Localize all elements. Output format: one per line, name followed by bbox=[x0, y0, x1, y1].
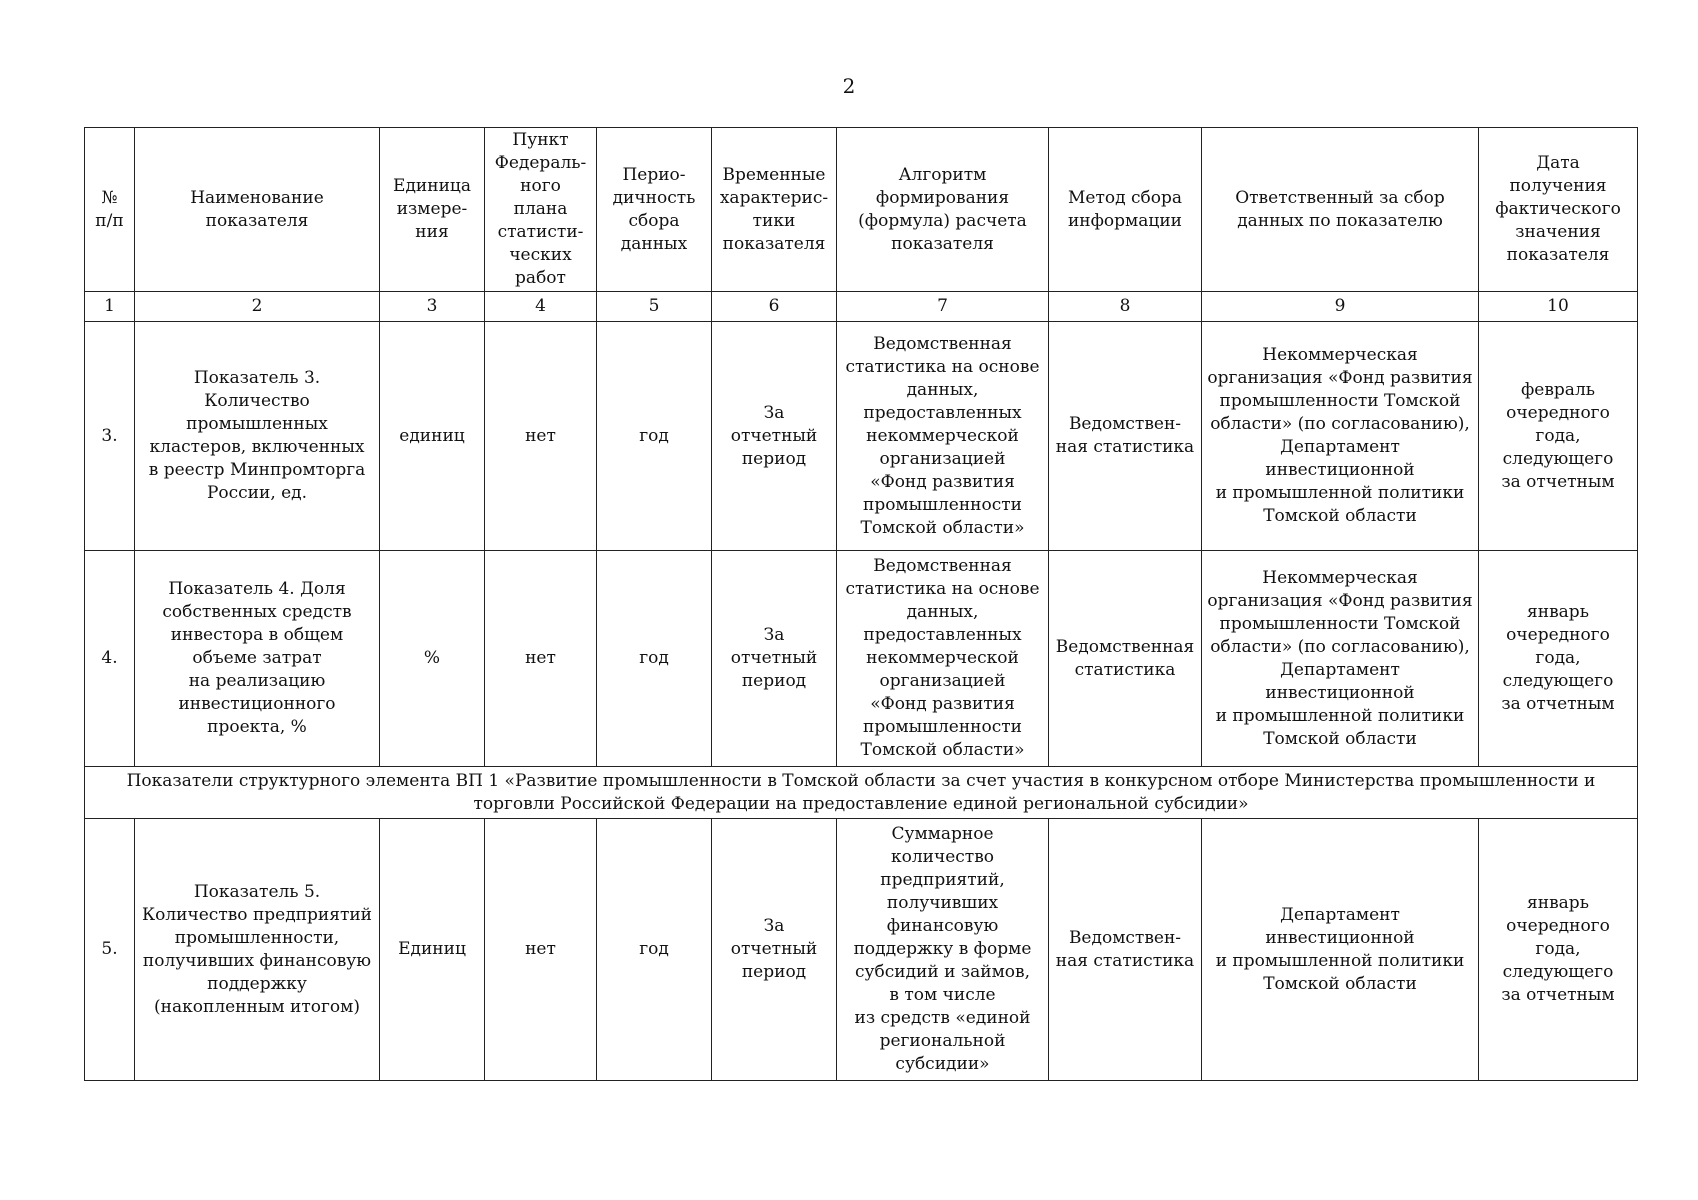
header-row bbox=[85, 128, 1638, 292]
indicator-algorithm: Ведомственная статистика на основе данных, предоставленных некоммерческой организацией «Фонд развития промышленности Томской области» bbox=[837, 322, 1049, 551]
header-responsible: Ответственный за сбор данных по показателю bbox=[1202, 128, 1479, 292]
column-number: 6 bbox=[712, 292, 837, 322]
indicator-method: Ведомственная статистика bbox=[1049, 551, 1202, 767]
column-number-row bbox=[85, 292, 1638, 322]
row-number: 5. bbox=[85, 819, 135, 1081]
column-number: 7 bbox=[837, 292, 1049, 322]
column-number: 3 bbox=[380, 292, 485, 322]
table-row bbox=[85, 551, 1638, 767]
header-algorithm: Алгоритм формирования (формула) расчета показателя bbox=[837, 128, 1049, 292]
indicator-federal-plan: нет bbox=[485, 322, 597, 551]
indicator-algorithm: Суммарное количество предприятий, получивших финансовую поддержку в форме субсидий и займов, в том числе из средств «единой региональной субсидии» bbox=[837, 819, 1049, 1081]
indicator-responsible: Департамент инвестиционной и промышленной политики Томской области bbox=[1202, 819, 1479, 1081]
page-number: 2 bbox=[842, 74, 856, 98]
header-num: № п/п bbox=[85, 128, 135, 292]
header-federal-plan: Пункт Федераль- ного плана статисти- ческих работ bbox=[485, 128, 597, 292]
indicator-time: За отчетный период bbox=[712, 322, 837, 551]
indicator-federal-plan: нет bbox=[485, 819, 597, 1081]
indicator-responsible: Некоммерческая организация «Фонд развития промышленности Томской области» (по согласованию), Департамент инвестиционной и промышленной политики Томской области bbox=[1202, 551, 1479, 767]
table-row bbox=[85, 819, 1638, 1081]
section-title: Показатели структурного элемента ВП 1 «Развитие промышленности в Томской области за счет участия в конкурсном отборе Министерства промышленности и торговли Российской Федерации на предоставление единой региональной субсидии» bbox=[85, 767, 1638, 819]
indicator-name: Показатель 5. Количество предприятий промышленности, получивших финансовую поддержку (накопленным итогом) bbox=[135, 819, 380, 1081]
section-row bbox=[85, 767, 1638, 819]
indicator-time: За отчетный период bbox=[712, 551, 837, 767]
column-number: 8 bbox=[1049, 292, 1202, 322]
header-method: Метод сбора информации bbox=[1049, 128, 1202, 292]
indicator-periodicity: год bbox=[597, 322, 712, 551]
column-number: 5 bbox=[597, 292, 712, 322]
indicator-federal-plan: нет bbox=[485, 551, 597, 767]
header-unit: Единица измере- ния bbox=[380, 128, 485, 292]
column-number: 10 bbox=[1479, 292, 1638, 322]
indicators-table bbox=[84, 127, 1638, 1081]
indicator-date: февраль очередного года, следующего за отчетным bbox=[1479, 322, 1638, 551]
indicator-name: Показатель 4. Доля собственных средств инвестора в общем объеме затрат на реализацию инвестиционного проекта, % bbox=[135, 551, 380, 767]
column-number: 4 bbox=[485, 292, 597, 322]
indicator-unit: Единиц bbox=[380, 819, 485, 1081]
header-periodicity: Перио- дичность сбора данных bbox=[597, 128, 712, 292]
indicator-method: Ведомствен- ная статистика bbox=[1049, 819, 1202, 1081]
indicator-date: январь очередного года, следующего за отчетным bbox=[1479, 819, 1638, 1081]
indicator-time: За отчетный период bbox=[712, 819, 837, 1081]
column-number: 2 bbox=[135, 292, 380, 322]
table-row bbox=[85, 322, 1638, 551]
indicator-algorithm: Ведомственная статистика на основе данных, предоставленных некоммерческой организацией «Фонд развития промышленности Томской области» bbox=[837, 551, 1049, 767]
indicator-unit: % bbox=[380, 551, 485, 767]
header-time: Временные характерис- тики показателя bbox=[712, 128, 837, 292]
indicator-responsible: Некоммерческая организация «Фонд развития промышленности Томской области» (по согласованию), Департамент инвестиционной и промышленной политики Томской области bbox=[1202, 322, 1479, 551]
indicator-date: январь очередного года, следующего за отчетным bbox=[1479, 551, 1638, 767]
indicator-method: Ведомствен- ная статистика bbox=[1049, 322, 1202, 551]
indicator-name: Показатель 3. Количество промышленных кластеров, включенных в реестр Минпромторга России, ед. bbox=[135, 322, 380, 551]
header-date: Дата получения фактического значения показателя bbox=[1479, 128, 1638, 292]
indicator-unit: единиц bbox=[380, 322, 485, 551]
row-number: 4. bbox=[85, 551, 135, 767]
header-name: Наименование показателя bbox=[135, 128, 380, 292]
column-number: 1 bbox=[85, 292, 135, 322]
column-number: 9 bbox=[1202, 292, 1479, 322]
indicator-periodicity: год bbox=[597, 551, 712, 767]
indicator-periodicity: год bbox=[597, 819, 712, 1081]
row-number: 3. bbox=[85, 322, 135, 551]
